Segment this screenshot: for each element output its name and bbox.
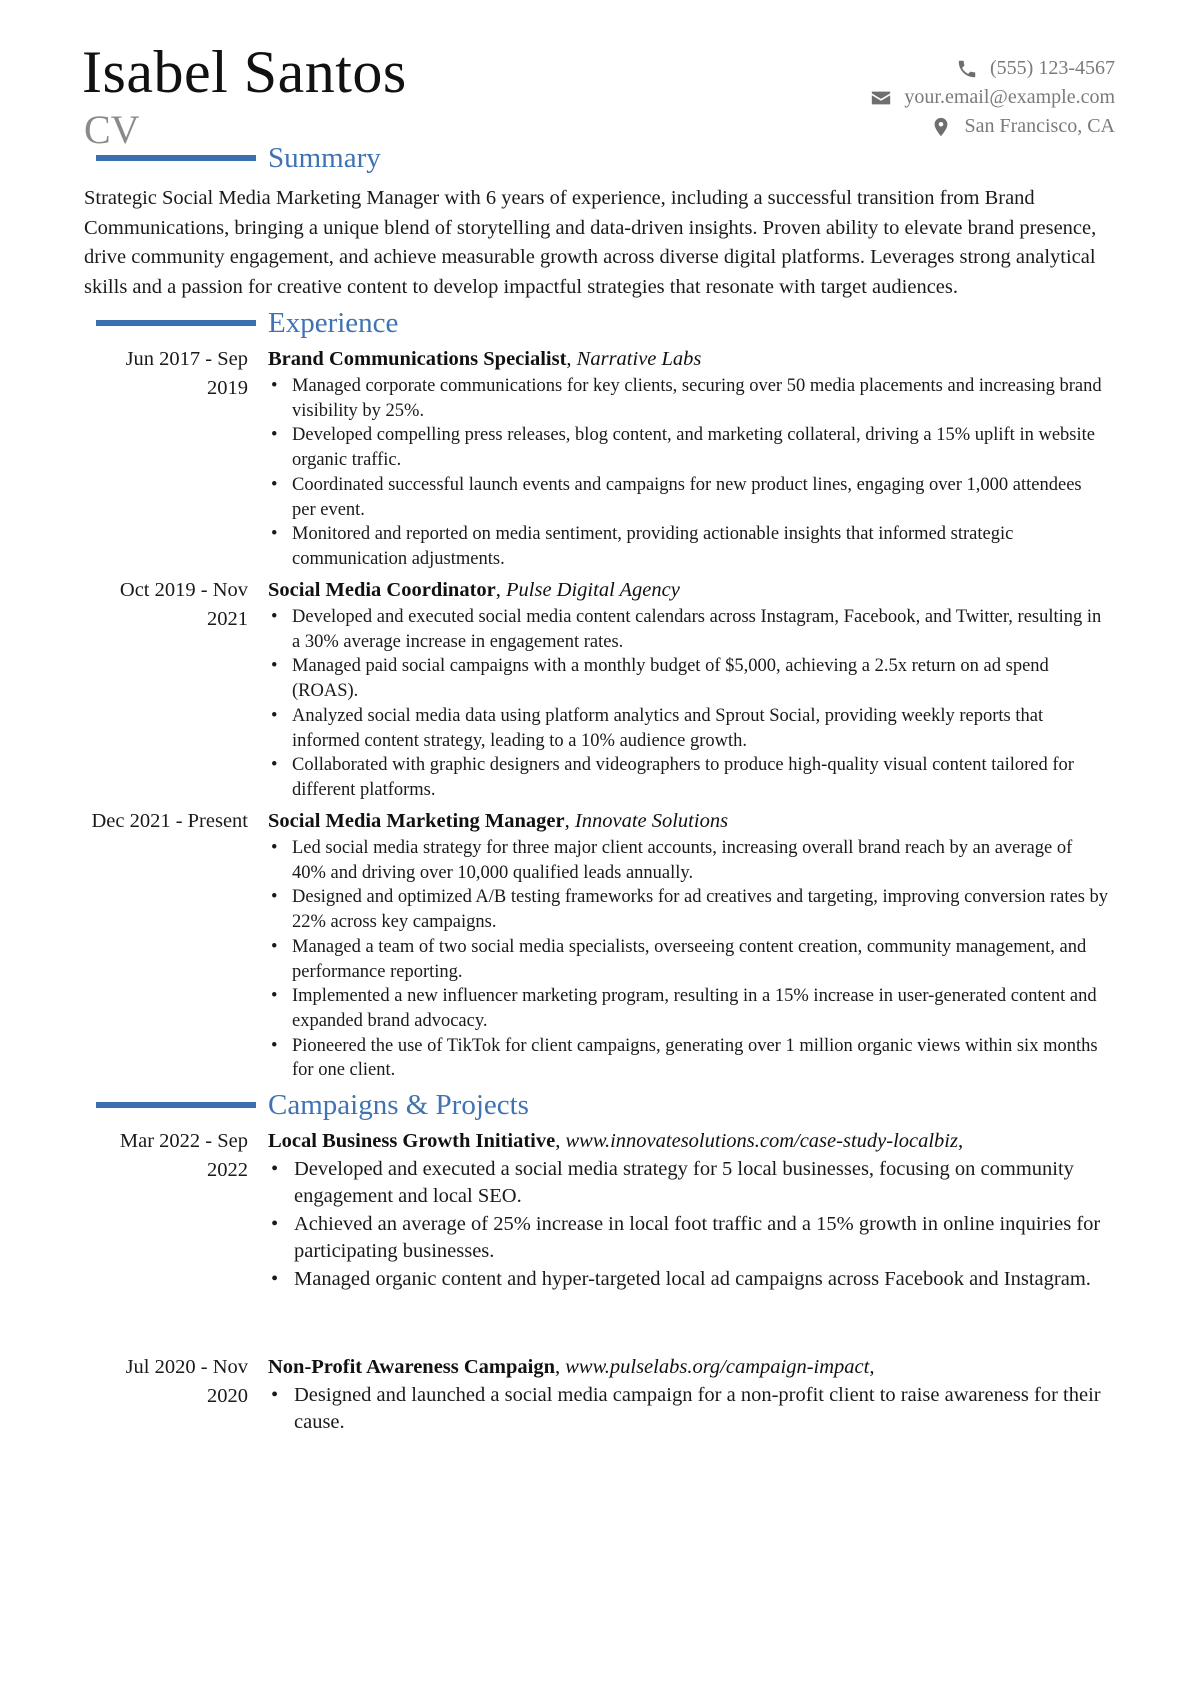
bullet-item: • Designed and optimized A/B testing frameworks for ad creatives and targeting, improving conversion rates by 22% across key campaigns. <box>268 885 1108 934</box>
entry-date: Oct 2019 - Nov 2021 <box>119 579 248 630</box>
entry-date: Jun 2017 - Sep 2019 <box>125 348 248 399</box>
entry-date: Dec 2021 - Present <box>91 810 248 832</box>
entry-body <box>268 807 1108 1083</box>
contact-block <box>870 54 1115 141</box>
section-projects-heading <box>96 1088 529 1122</box>
project-name: Local Business Growth Initiative <box>268 1130 556 1152</box>
job-title: Social Media Marketing Manager <box>268 810 565 832</box>
bullet-item: • Monitored and reported on media sentiment, providing actionable insights that informed strategic communication adjustments. <box>268 522 1108 571</box>
entry-heading: Brand Communications Specialist, Narrative Labs <box>268 348 702 370</box>
bullet-item: • Coordinated successful launch events and campaigns for new product lines, engaging over 1,000 attendees per event. <box>268 473 1108 522</box>
bullet-item: • Managed paid social campaigns with a monthly budget of $5,000, achieving a 2.5x return on ad spend (ROAS). <box>268 654 1108 703</box>
bullet-list <box>268 836 1108 1083</box>
document-subtitle: CV <box>84 107 140 152</box>
job-title: Social Media Coordinator <box>268 579 496 601</box>
bullet-list <box>268 1156 1108 1293</box>
contact-email[interactable] <box>870 83 1115 112</box>
entry-body <box>268 576 1108 803</box>
contact-phone[interactable] <box>870 54 1115 83</box>
bullet-list <box>268 1382 1108 1437</box>
project-link[interactable]: www.innovatesolutions.com/case-study-localbiz, <box>565 1130 964 1152</box>
bullet-item: • Led social media strategy for three major client accounts, increasing overall brand reach by an average of 40% and driving over 10,000 qualified leads annually. <box>268 836 1108 885</box>
entry-body <box>268 345 1108 572</box>
section-accent-bar <box>96 1102 256 1108</box>
employer: Innovate Solutions <box>574 810 729 832</box>
entry-heading: Non-Profit Awareness Campaign, www.pulselabs.org/campaign-impact, <box>268 1356 875 1378</box>
entry-body <box>268 1127 1108 1293</box>
bullet-item: • Managed corporate communications for key clients, securing over 50 media placements and increasing brand visibility by 25%. <box>268 374 1108 423</box>
bullet-item: • Collaborated with graphic designers and videographers to produce high-quality visual content tailored for different platforms. <box>268 753 1108 802</box>
project-link[interactable]: www.pulselabs.org/campaign-impact, <box>565 1356 875 1378</box>
section-experience-heading <box>96 306 398 340</box>
phone-text: (555) 123-4567 <box>990 57 1115 79</box>
bullet-item: • Developed compelling press releases, blog content, and marketing collateral, driving a 15% uplift in website organic traffic. <box>268 423 1108 472</box>
bullet-item: • Developed and executed a social media strategy for 5 local businesses, focusing on community engagement and local SEO. <box>268 1156 1108 1211</box>
envelope-icon <box>870 87 892 109</box>
entry-heading: Social Media Marketing Manager, Innovate Solutions <box>268 810 729 832</box>
bullet-item: • Managed organic content and hyper-targeted local ad campaigns across Facebook and Instagram. <box>268 1266 1108 1293</box>
entry-date: Mar 2022 - Sep 2022 <box>119 1130 248 1181</box>
section-accent-bar <box>96 155 256 161</box>
section-summary-heading <box>96 141 381 175</box>
entry-date: Jul 2020 - Nov 2020 <box>125 1356 248 1407</box>
bullet-item: • Analyzed social media data using platform analytics and Sprout Social, providing weekly reports that informed content strategy, leading to a 10% audience growth. <box>268 704 1108 753</box>
section-title: Campaigns & Projects <box>268 1089 529 1121</box>
section-accent-bar <box>96 320 256 326</box>
job-title: Brand Communications Specialist <box>268 348 567 370</box>
location-text: San Francisco, CA <box>964 115 1115 137</box>
phone-icon <box>956 58 978 80</box>
bullet-item: • Designed and launched a social media campaign for a non-profit client to raise awareness for their cause. <box>268 1382 1108 1437</box>
summary-text: Strategic Social Media Marketing Manager with 6 years of experience, including a successful transition from Brand Communications, bringing a unique blend of storytelling and data-driven insights. Proven ability to elevate brand presence, drive community engagement, and achieve measurable growth across diverse digital platforms. Leverages strong analytical skills and a passion for creative content to develop impactful strategies that resonate with target audiences. <box>84 187 1097 298</box>
bullet-list <box>268 374 1108 572</box>
bullet-item: • Managed a team of two social media specialists, overseeing content creation, community management, and performance reporting. <box>268 935 1108 984</box>
map-pin-icon <box>930 116 952 138</box>
bullet-item: • Developed and executed social media content calendars across Instagram, Facebook, and Twitter, resulting in a 30% average increase in engagement rates. <box>268 605 1108 654</box>
entry-body <box>268 1353 1108 1437</box>
employer: Pulse Digital Agency <box>506 579 680 601</box>
section-title: Experience <box>268 307 399 339</box>
bullet-item: • Achieved an average of 25% increase in local foot traffic and a 15% growth in online inquiries for participating businesses. <box>268 1211 1108 1266</box>
project-name: Non-Profit Awareness Campaign <box>268 1356 555 1378</box>
contact-location <box>870 112 1115 141</box>
bullet-item: • Pioneered the use of TikTok for client campaigns, generating over 1 million organic views within six months for one client. <box>268 1034 1108 1083</box>
section-title: Summary <box>268 142 381 174</box>
email-text: your.email@example.com <box>904 86 1115 108</box>
candidate-name: Isabel Santos <box>82 39 407 105</box>
entry-heading: Local Business Growth Initiative, www.innovatesolutions.com/case-study-localbiz, <box>268 1130 964 1152</box>
bullet-item: • Implemented a new influencer marketing program, resulting in a 15% increase in user-generated content and expanded brand advocacy. <box>268 984 1108 1033</box>
bullet-list <box>268 605 1108 803</box>
entry-heading: Social Media Coordinator, Pulse Digital Agency <box>268 579 680 601</box>
employer: Narrative Labs <box>576 348 702 370</box>
